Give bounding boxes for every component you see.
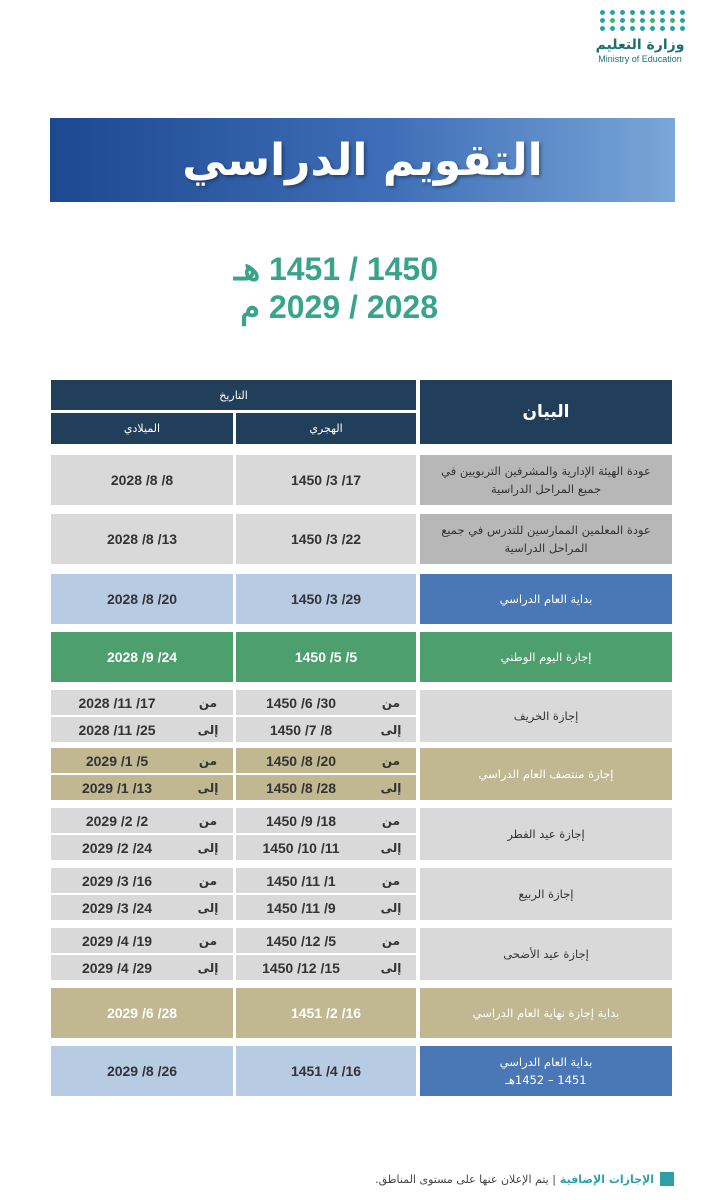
logo-dots-icon (596, 10, 690, 31)
header-hijri: الهجري (236, 413, 416, 444)
title-banner (50, 118, 675, 202)
footer-highlight: الإجازات الإضافية (559, 1172, 654, 1186)
page-title: التقويم الدراسي (182, 134, 543, 186)
row-next-year-hijri: 16/ 4/ 1451 (236, 1046, 416, 1096)
footer-text: | يتم الإعلان عنها على مستوى المناطق. (375, 1172, 556, 1186)
row-eid-fitr-greg-from: من 2/ 2/ 2029 (51, 808, 233, 833)
header-date: التاريخ (51, 380, 416, 410)
row-year-start-hijri: 29/ 3/ 1450 (236, 574, 416, 624)
gregorian-year: 2028 / 2029 م (240, 289, 438, 325)
row-eid-fitr-greg-to: إلى 24/ 2/ 2029 (51, 835, 233, 860)
row-admin-gregorian: 8/ 8/ 2028 (51, 455, 233, 505)
row-midyear-greg-from: من 5/ 1/ 2029 (51, 748, 233, 773)
row-autumn-hijri-to: إلى 8/ 7/ 1450 (236, 717, 416, 742)
row-national-day-label: إجازة اليوم الوطني (420, 632, 672, 682)
academic-years (234, 250, 438, 326)
row-eid-adha-label: إجازة عيد الأضحى (420, 928, 672, 980)
row-autumn-greg-from: من 17/ 11/ 2028 (51, 690, 233, 715)
row-autumn-greg-to: إلى 25/ 11/ 2028 (51, 717, 233, 742)
row-teachers-gregorian: 13/ 8/ 2028 (51, 514, 233, 564)
row-spring-label: إجازة الربيع (420, 868, 672, 920)
hijri-year: 1450 / 1451 هـ (233, 251, 438, 287)
row-admin-label: عودة الهيئة الإدارية والمشرفين التربويين في جميع المراحل الدراسية (420, 455, 672, 505)
footer-square-icon (660, 1172, 674, 1186)
row-spring-hijri-from: من 1/ 11/ 1450 (236, 868, 416, 893)
row-eid-fitr-hijri-to: إلى 11/ 10/ 1450 (236, 835, 416, 860)
row-spring-greg-from: من 16/ 3/ 2029 (51, 868, 233, 893)
row-eid-adha-greg-from: من 19/ 4/ 2029 (51, 928, 233, 953)
row-midyear-hijri-from: من 20/ 8/ 1450 (236, 748, 416, 773)
logo-english-text: Ministry of Education (598, 54, 682, 64)
row-year-end-hijri: 16/ 2/ 1451 (236, 988, 416, 1038)
row-midyear-label: إجازة منتصف العام الدراسي (420, 748, 672, 800)
row-next-year-label: بداية العام الدراسي 1451 – 1452هـ (420, 1046, 672, 1096)
row-autumn-label: إجازة الخريف (420, 690, 672, 742)
row-midyear-greg-to: إلى 13/ 1/ 2029 (51, 775, 233, 800)
row-teachers-label: عودة المعلمين الممارسين للتدرس في جميع المراحل الدراسية (420, 514, 672, 564)
row-spring-hijri-to: إلى 9/ 11/ 1450 (236, 895, 416, 920)
row-year-end-label: بداية إجازة نهاية العام الدراسي (420, 988, 672, 1038)
row-next-year-gregorian: 26/ 8/ 2029 (51, 1046, 233, 1096)
row-midyear-hijri-to: إلى 28/ 8/ 1450 (236, 775, 416, 800)
row-eid-fitr-label: إجازة عيد الفطر (420, 808, 672, 860)
footer-note (375, 1172, 674, 1186)
row-autumn-hijri-from: من 30/ 6/ 1450 (236, 690, 416, 715)
row-national-day-hijri: 5/ 5/ 1450 (236, 632, 416, 682)
row-eid-adha-hijri-from: من 5/ 12/ 1450 (236, 928, 416, 953)
header-gregorian: الميلادي (51, 413, 233, 444)
row-eid-adha-hijri-to: إلى 15/ 12/ 1450 (236, 955, 416, 980)
row-admin-hijri: 17/ 3/ 1450 (236, 455, 416, 505)
header-item: البيان (420, 380, 672, 444)
row-national-day-gregorian: 24/ 9/ 2028 (51, 632, 233, 682)
row-eid-adha-greg-to: إلى 29/ 4/ 2029 (51, 955, 233, 980)
row-spring-greg-to: إلى 24/ 3/ 2029 (51, 895, 233, 920)
row-year-start-gregorian: 20/ 8/ 2028 (51, 574, 233, 624)
row-year-end-gregorian: 28/ 6/ 2029 (51, 988, 233, 1038)
ministry-logo (590, 10, 690, 80)
row-year-start-label: بداية العام الدراسي (420, 574, 672, 624)
row-eid-fitr-hijri-from: من 18/ 9/ 1450 (236, 808, 416, 833)
row-teachers-hijri: 22/ 3/ 1450 (236, 514, 416, 564)
logo-arabic-text: وزارة التعليم (595, 37, 685, 53)
